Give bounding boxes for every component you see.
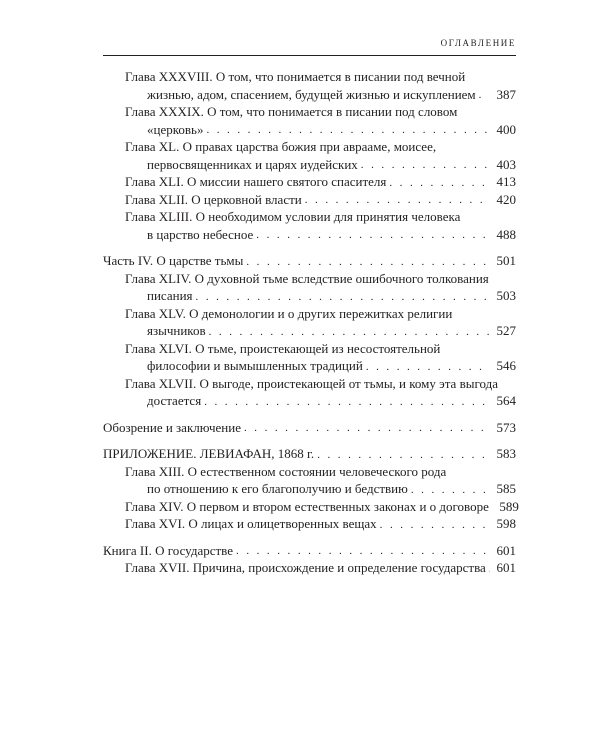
dot-leader	[380, 518, 489, 533]
dot-leader	[209, 325, 489, 340]
toc-section-entry	[103, 445, 516, 463]
toc-chapter-entry	[103, 498, 519, 516]
toc-entry-title: Глава XLI. О миссии нашего святого спасителя	[125, 174, 387, 189]
toc-page-number: 583	[496, 446, 516, 461]
toc-page-number: 564	[496, 393, 516, 408]
toc-entry-line	[125, 173, 516, 191]
dot-leader	[361, 158, 489, 173]
toc-page-number: 601	[496, 542, 516, 558]
dot-leader	[479, 88, 489, 103]
toc-entry-title: Глава XVI. О лицах и олицетворенных вещах	[125, 516, 377, 531]
toc-chapter-entry	[103, 340, 516, 375]
toc-page-number: 546	[496, 358, 516, 373]
toc-entry-line	[125, 226, 516, 244]
table-of-contents	[103, 68, 519, 577]
toc-entry-title: писания	[147, 288, 193, 303]
toc-chapter-entry	[103, 208, 516, 243]
dot-leader	[204, 395, 489, 410]
dot-leader	[206, 123, 489, 138]
toc-page-number: 501	[496, 253, 516, 268]
toc-entry-line	[125, 305, 516, 323]
toc-chapter-entry	[103, 68, 516, 103]
toc-entry-line	[125, 287, 516, 305]
toc-entry-title: Глава XLII. О церковной власти	[125, 191, 302, 207]
toc-entry-line	[125, 392, 516, 410]
header-rule	[103, 55, 516, 56]
toc-entry-title: Глава XLV. О демонологии и о других пережитках религии	[125, 305, 453, 321]
toc-entry-line	[103, 542, 516, 560]
toc-entry-title: Книга II. О государстве	[103, 542, 234, 558]
toc-entry-line	[125, 86, 516, 104]
toc-chapter-entry	[103, 191, 516, 209]
toc-page-number: 601	[496, 560, 516, 575]
dot-leader	[246, 255, 489, 270]
dot-leader	[196, 290, 489, 305]
toc-chapter-entry	[103, 270, 516, 305]
toc-entry-line	[125, 156, 516, 174]
toc-entry-line	[125, 121, 516, 139]
toc-page-number: 488	[496, 226, 516, 242]
toc-entry-title: язычников	[147, 323, 206, 338]
toc-page-number: 403	[496, 156, 516, 172]
toc-entry-title: Глава XLIV. О духовной тьме вследствие ошибочного толкования	[125, 270, 489, 286]
toc-section-entry	[103, 419, 516, 437]
toc-page-number: 413	[496, 174, 516, 189]
toc-entry-line	[103, 252, 516, 270]
toc-page-number: 503	[496, 288, 516, 303]
toc-entry-line	[125, 68, 516, 86]
toc-entry-title: достается	[147, 393, 202, 408]
toc-chapter-entry	[103, 375, 516, 410]
toc-chapter-entry	[103, 103, 516, 138]
toc-entry-title: жизнью, адом, спасением, будущей жизнью и искуплением	[147, 86, 476, 102]
running-head: ОГЛАВЛЕНИЕ	[440, 38, 516, 48]
toc-entry-title: первосвященниках и царях иудейских	[147, 156, 358, 172]
toc-entry-title: Обозрение и заключение	[103, 419, 241, 435]
toc-entry-line	[125, 515, 516, 533]
toc-entry-title: Глава XL. О правах царства божия при аврааме, моисее,	[125, 139, 437, 154]
toc-section-entry	[103, 542, 516, 560]
toc-entry-line	[125, 103, 516, 121]
toc-page-number: 589	[499, 498, 519, 514]
dot-leader	[389, 176, 489, 191]
toc-page-number: 598	[496, 516, 516, 531]
toc-page-number: 387	[496, 86, 516, 102]
toc-entry-line	[125, 340, 516, 358]
toc-entry-line	[125, 559, 516, 577]
toc-entry-line	[103, 419, 516, 437]
toc-entry-title: Глава XLVII. О выгоде, проистекающей от тьмы, и кому эта выгода	[125, 375, 498, 391]
toc-chapter-entry	[103, 463, 516, 498]
toc-entry-title: Глава XLIII. О необходимом условии для принятия человека	[125, 209, 461, 224]
toc-entry-line	[125, 375, 516, 393]
toc-entry-title: ПРИЛОЖЕНИЕ. ЛЕВИАФАН, 1868 г.	[103, 446, 315, 461]
toc-entry-line	[125, 191, 516, 209]
toc-entry-title: Глава XXXVIII. О том, что понимается в писании под вечной	[125, 69, 466, 84]
toc-chapter-entry	[103, 515, 516, 533]
toc-section-entry	[103, 252, 516, 270]
toc-entry-line	[125, 322, 516, 340]
toc-page-number: 400	[496, 121, 516, 137]
toc-entry-title: «церковь»	[147, 121, 204, 137]
toc-page-number: 420	[496, 191, 516, 207]
toc-chapter-entry	[103, 173, 516, 191]
toc-chapter-entry	[103, 559, 516, 577]
dot-leader	[366, 360, 489, 375]
dot-leader	[305, 193, 489, 208]
toc-entry-line	[125, 498, 519, 516]
toc-entry-title: философии и вымышленных традиций	[147, 358, 363, 373]
toc-entry-title: Глава XVII. Причина, происхождение и определение государства	[125, 560, 486, 575]
toc-entry-title: Глава XLVI. О тьме, проистекающей из несостоятельной	[125, 340, 441, 356]
dot-leader	[317, 448, 489, 463]
toc-entry-line	[125, 138, 516, 156]
toc-page-number: 573	[496, 419, 516, 435]
toc-entry-title: Часть IV. О царстве тьмы	[103, 253, 244, 268]
toc-page-number: 585	[496, 481, 516, 496]
dot-leader	[236, 544, 489, 559]
toc-entry-line	[103, 445, 516, 463]
toc-chapter-entry	[103, 138, 516, 173]
toc-entry-line	[125, 463, 516, 481]
dot-leader	[244, 421, 489, 436]
toc-entry-line	[125, 357, 516, 375]
toc-chapter-entry	[103, 305, 516, 340]
toc-entry-title: Глава XIV. О первом и втором естественных законах и о договоре	[125, 498, 489, 514]
toc-entry-title: Глава XIII. О естественном состоянии человеческого рода	[125, 463, 447, 479]
toc-entry-line	[125, 208, 516, 226]
dot-leader	[256, 228, 489, 243]
toc-entry-title: в царство небесное	[147, 226, 254, 242]
toc-entry-title: Глава XXXIX. О том, что понимается в писании под словом	[125, 104, 458, 119]
toc-entry-line	[125, 270, 516, 288]
dot-leader	[411, 483, 489, 498]
toc-page-number: 527	[496, 323, 516, 338]
toc-entry-title: по отношению к его благополучию и бедствию	[147, 481, 408, 496]
toc-entry-line	[125, 480, 516, 498]
